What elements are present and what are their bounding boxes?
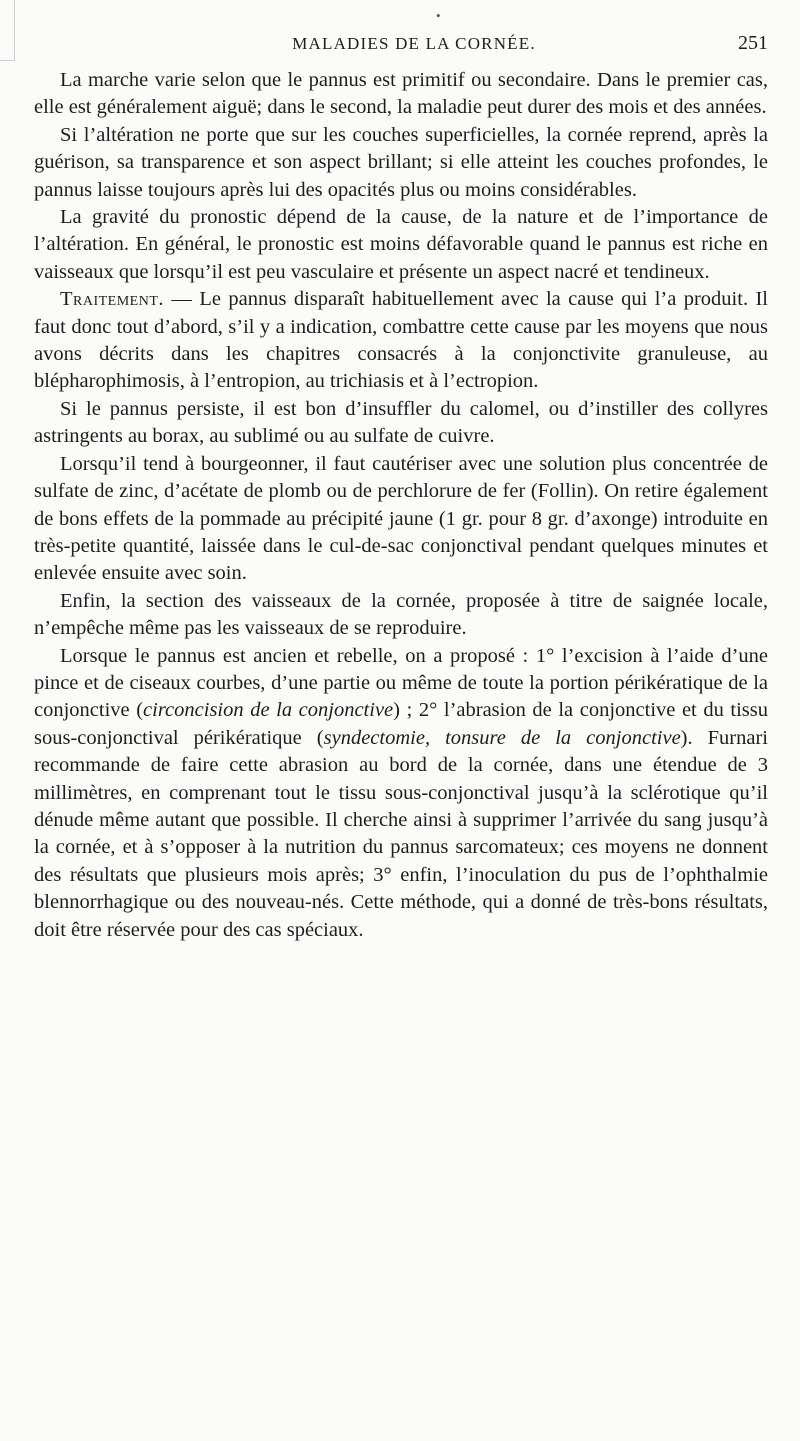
excision-text-c: ) ; 2° l’abrasion de la conjonctive et du tissu sous-conjonctival périkératique ( — [34, 699, 768, 749]
running-head — [60, 28, 768, 64]
excision-text-e: ). Furnari recommande de faire cette abrasion au bord de la cornée, dans une étendue de 3 millimètres, en comprenant tout le tissu sous-conjonctival jusqu’à la sclérotique qu’il dénude même autant que possible. Il cherche ainsi à supprimer l’arrivée du sang jusqu’à la cornée, et à s’opposer à la nutrition du pannus sarcomateux; ces moyens ne donnent des résultats que plusieurs mois après; 3° enfin, l’inoculation du pus de l’ophthalmie blennorrhagique ou des nouveau-nés. Cette méthode, qui a donné de très-bons résultats, doit être réservée pour des cas spéciaux. — [34, 726, 768, 941]
excision-italic-circoncision: circoncision de la conjonctive — [143, 699, 394, 722]
header-dot: • — [436, 8, 441, 23]
paragraph-prognosis: La gravité du pronostic dépend de la cause, de la nature et de l’importance de l’altération. En général, le pronostic est moins défavorable quand le pannus est riche en vaisseaux que lorsqu’il est peu vasculaire et présente un aspect nacré et tendineux. — [34, 206, 768, 283]
paragraph-vessel-section: Enfin, la section des vaisseaux de la cornée, proposée à titre de saignée locale, n’empêche même pas les vaisseaux de se reproduire. — [34, 589, 768, 640]
running-title: MALADIES DE LA CORNÉE. — [292, 34, 536, 53]
excision-italic-syndectomie: syndectomie, tonsure de la conjonctive — [323, 726, 681, 749]
scan-edge-mark — [0, 0, 15, 61]
paragraph-progression: La marche varie selon que le pannus est primitif ou secondaire. Dans le premier cas, elle est généralement aiguë; dans le second, la maladie peut durer des mois et des années. — [34, 69, 768, 119]
paragraph-calomel: Si le pannus persiste, il est bon d’insuffler du calomel, ou d’instiller des collyres astringents au borax, au sublimé ou au sulfate de cuivre. — [34, 397, 768, 448]
paragraph-cauterize: Lorsqu’il tend à bourgeonner, il faut cautériser avec une solution plus concentrée de sulfate de zinc, d’acétate de plomb ou de perchlorure de fer (Follin). On retire également de bons effets de la pommade au précipité jaune (1 gr. pour 8 gr. d’axonge) introduite en très-petite quantité, laissée dans le cul-de-sac conjonctival pendant quelques minutes et enlevée ensuite avec soin. — [34, 452, 768, 585]
page-number: 251 — [738, 32, 768, 54]
paragraph-excision — [34, 643, 768, 944]
body-text — [34, 67, 768, 944]
paragraph-superficial-layers: Si l’altération ne porte que sur les couches superficielles, la cornée reprend, après la guérison, sa transparence et son aspect brillant; si elle atteint les couches profondes, le pannus laisse toujours après lui des opacités plus ou moins considérables. — [34, 123, 768, 201]
paragraph-treatment — [34, 286, 768, 396]
excision-text-a: Lorsque le pannus est ancien et rebelle, on a proposé : 1° l’excision à l’aide d’une pince et de ciseaux courbes, d’une partie ou même de toute la portion périkératique de la conjonctive ( — [34, 644, 768, 722]
treatment-heading: Traitement. — [60, 288, 165, 311]
treatment-text: — Le pannus disparaît habituellement avec la cause qui l’a produit. Il faut donc tout d’abord, s’il y a indication, combattre cette cause par les moyens que nous avons décrits dans les chapitres consacrés à la conjonctivite granuleuse, au blépharophimosis, à l’entropion, au trichiasis et à l’ectropion. — [34, 288, 768, 393]
